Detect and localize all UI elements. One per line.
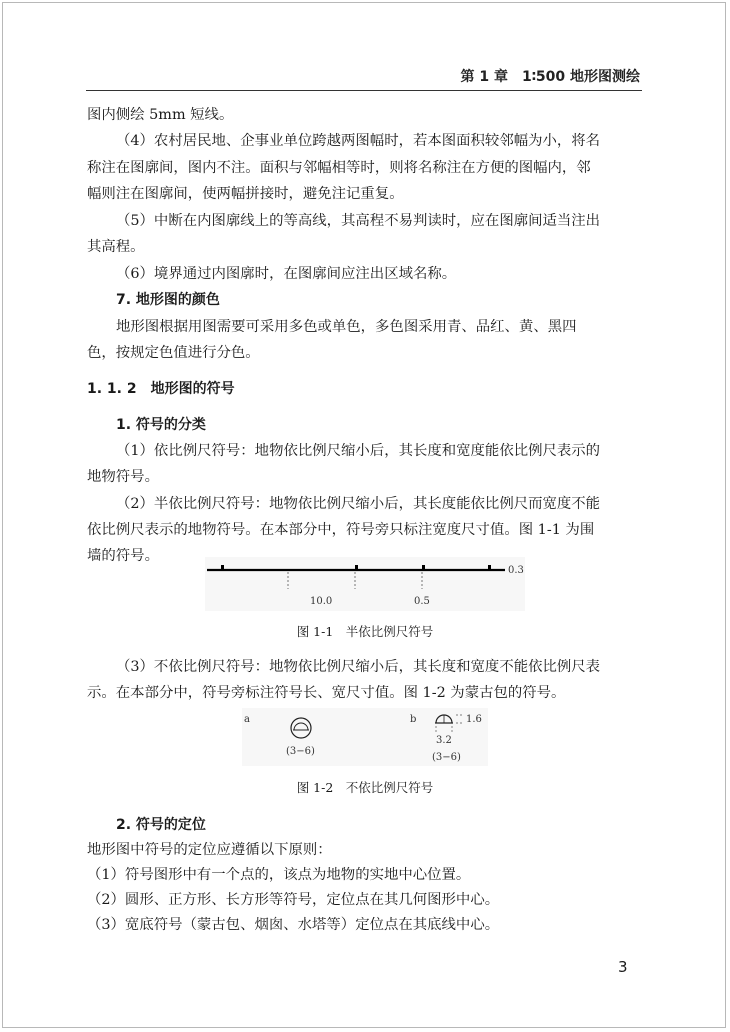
- paragraph-line: 地形图根据用图需要可采用多色或单色，多色图采用青、品红、黄、黑四: [116, 319, 577, 335]
- width-label: 3.2: [436, 735, 452, 746]
- size-range-a: (3−6): [286, 746, 315, 757]
- wall-tick: [422, 565, 425, 570]
- paragraph-line: （4）农村居民地、企事业单位跨越两图幅时，若本图面积较邻幅为小，将名: [116, 133, 601, 149]
- paragraph-line: （3）宽底符号（蒙古包、烟囱、水塔等）定位点在其底线中心。: [87, 917, 500, 933]
- paragraph-line: 色，按规定色值进行分色。: [87, 345, 260, 361]
- figure-caption: 图 1-1 半依比例尺符号: [296, 624, 434, 639]
- subsection-heading: 1. 符号的分类: [116, 417, 206, 433]
- wall-tick: [355, 565, 358, 570]
- figure-1-2: [242, 708, 488, 766]
- section-heading: 1. 1. 2 地形图的符号: [87, 381, 235, 397]
- yurt-dome: [294, 723, 308, 730]
- gap-label: 0.5: [414, 596, 430, 607]
- paragraph-line: 墙的符号。: [87, 548, 159, 564]
- length-label: 10.0: [310, 596, 333, 607]
- paragraph-line: （3）不依比例尺符号：地物依比例尺缩小后，其长度和宽度不能依比例尺表: [116, 659, 601, 675]
- paragraph-line: （1）依比例尺符号：地物依比例尺缩小后，其长度和宽度能依比例尺表示的: [116, 443, 601, 459]
- wall-tick: [488, 565, 491, 570]
- width-label: 0.3: [508, 565, 524, 576]
- wall-tick: [221, 565, 224, 570]
- figure-1-1: [205, 557, 525, 611]
- panel-label-b: b: [410, 714, 417, 725]
- paragraph-line: 称注在图廓间，图内不注。面积与邻幅相等时，则将名称注在方便的图幅内，邻: [87, 160, 591, 176]
- paragraph-line: （2）半依比例尺符号：地物依比例尺缩小后，其长度能依比例尺而宽度不能: [116, 496, 601, 512]
- figure-caption: 图 1-2 不依比例尺符号: [296, 780, 434, 795]
- paragraph-line: 示。在本部分中，符号旁标注符号长、宽尺寸值。图 1-2 为蒙古包的符号。: [87, 685, 566, 701]
- running-header: 第 1 章 1∶500 地形图测绘: [460, 69, 640, 85]
- paragraph-line: 地形图中符号的定位应遵循以下原则：: [87, 842, 332, 858]
- page-number: 3: [618, 958, 628, 976]
- height-label: 1.6: [466, 714, 482, 725]
- paragraph-line: （2）圆形、正方形、长方形等符号，定位点在其几何图形中心。: [87, 892, 500, 908]
- yurt-symbol-diagram: [242, 708, 488, 766]
- subsection-heading: 2. 符号的定位: [116, 817, 206, 833]
- size-range-b: (3−6): [432, 752, 461, 763]
- paragraph-line: 其高程。: [87, 239, 145, 255]
- panel-label-a: a: [244, 714, 250, 725]
- paragraph-line: 依比例尺表示的地物符号。在本部分中，符号旁只标注宽度尺寸值。图 1-1 为围: [87, 522, 595, 538]
- paragraph-line: （1）符号图形中有一个点的，该点为地物的实地中心位置。: [87, 867, 471, 883]
- header-rule: [86, 90, 642, 91]
- paragraph-line: 图内侧绘 5mm 短线。: [87, 107, 234, 123]
- paragraph-line: （6）境界通过内图廓时，在图廓间应注出区域名称。: [116, 266, 457, 282]
- subsection-heading: 7. 地形图的颜色: [116, 292, 220, 308]
- wall-symbol-diagram: [205, 557, 525, 611]
- paragraph-line: 地物符号。: [87, 469, 159, 485]
- paragraph-line: 幅则注在图廓间，使两幅拼接时，避免注记重复。: [87, 186, 404, 202]
- paragraph-line: （5）中断在内图廓线上的等高线，其高程不易判读时，应在图廓间适当注出: [116, 213, 601, 229]
